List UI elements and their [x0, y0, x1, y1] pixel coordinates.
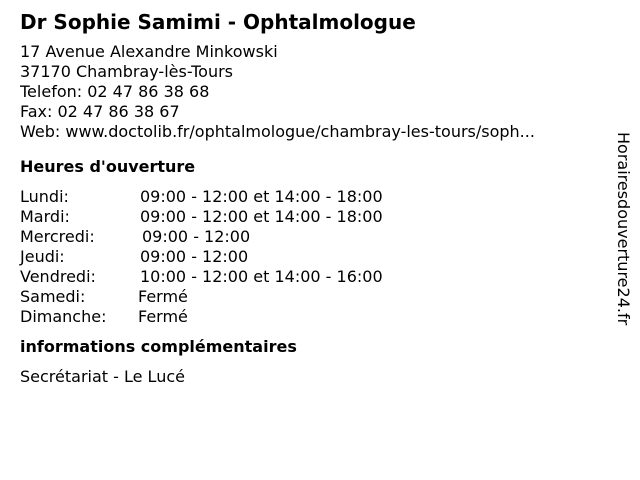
day-label: Mardi:: [20, 207, 70, 226]
hours-row-vendredi: [20, 267, 600, 287]
day-label: Samedi:: [20, 287, 86, 306]
hours-row-dimanche: [20, 307, 600, 327]
hours-row-mardi: [20, 207, 600, 227]
hours-row-jeudi: [20, 247, 600, 267]
site-brand-label: Horairesdouverture24.fr: [614, 132, 633, 326]
day-hours: 09:00 - 12:00: [142, 227, 251, 246]
additional-info-text: Secrétariat - Le Lucé: [20, 367, 185, 386]
page-title: Dr Sophie Samimi - Ophtalmologue: [20, 10, 416, 34]
day-label: Mercredi:: [20, 227, 95, 246]
contact-block: [20, 42, 600, 142]
fax-number: Fax: 02 47 86 38 67: [20, 102, 180, 121]
hours-row-samedi: [20, 287, 600, 307]
address-street: 17 Avenue Alexandre Minkowski: [20, 42, 278, 61]
phone-number: Telefon: 02 47 86 38 68: [20, 82, 210, 101]
day-label: Lundi:: [20, 187, 69, 206]
day-label: Jeudi:: [20, 247, 65, 266]
day-hours: 09:00 - 12:00 et 14:00 - 18:00: [140, 207, 383, 226]
hours-row-lundi: [20, 187, 600, 207]
day-hours: 09:00 - 12:00 et 14:00 - 18:00: [140, 187, 383, 206]
day-hours: 10:00 - 12:00 et 14:00 - 16:00: [140, 267, 383, 286]
additional-info-heading: informations complémentaires: [20, 337, 297, 356]
opening-hours-heading: Heures d'ouverture: [20, 157, 196, 176]
opening-hours-table: [20, 187, 600, 327]
day-label: Dimanche:: [20, 307, 107, 326]
day-hours: Fermé: [138, 287, 188, 306]
address-city: 37170 Chambray-lès-Tours: [20, 62, 234, 81]
hours-row-mercredi: [20, 227, 600, 247]
website-link[interactable]: Web: www.doctolib.fr/ophtalmologue/chambray-les-tours/soph...: [20, 122, 535, 141]
day-hours: Fermé: [138, 307, 188, 326]
day-hours: 09:00 - 12:00: [140, 247, 249, 266]
day-label: Vendredi:: [20, 267, 96, 286]
listing-card: [20, 8, 600, 387]
